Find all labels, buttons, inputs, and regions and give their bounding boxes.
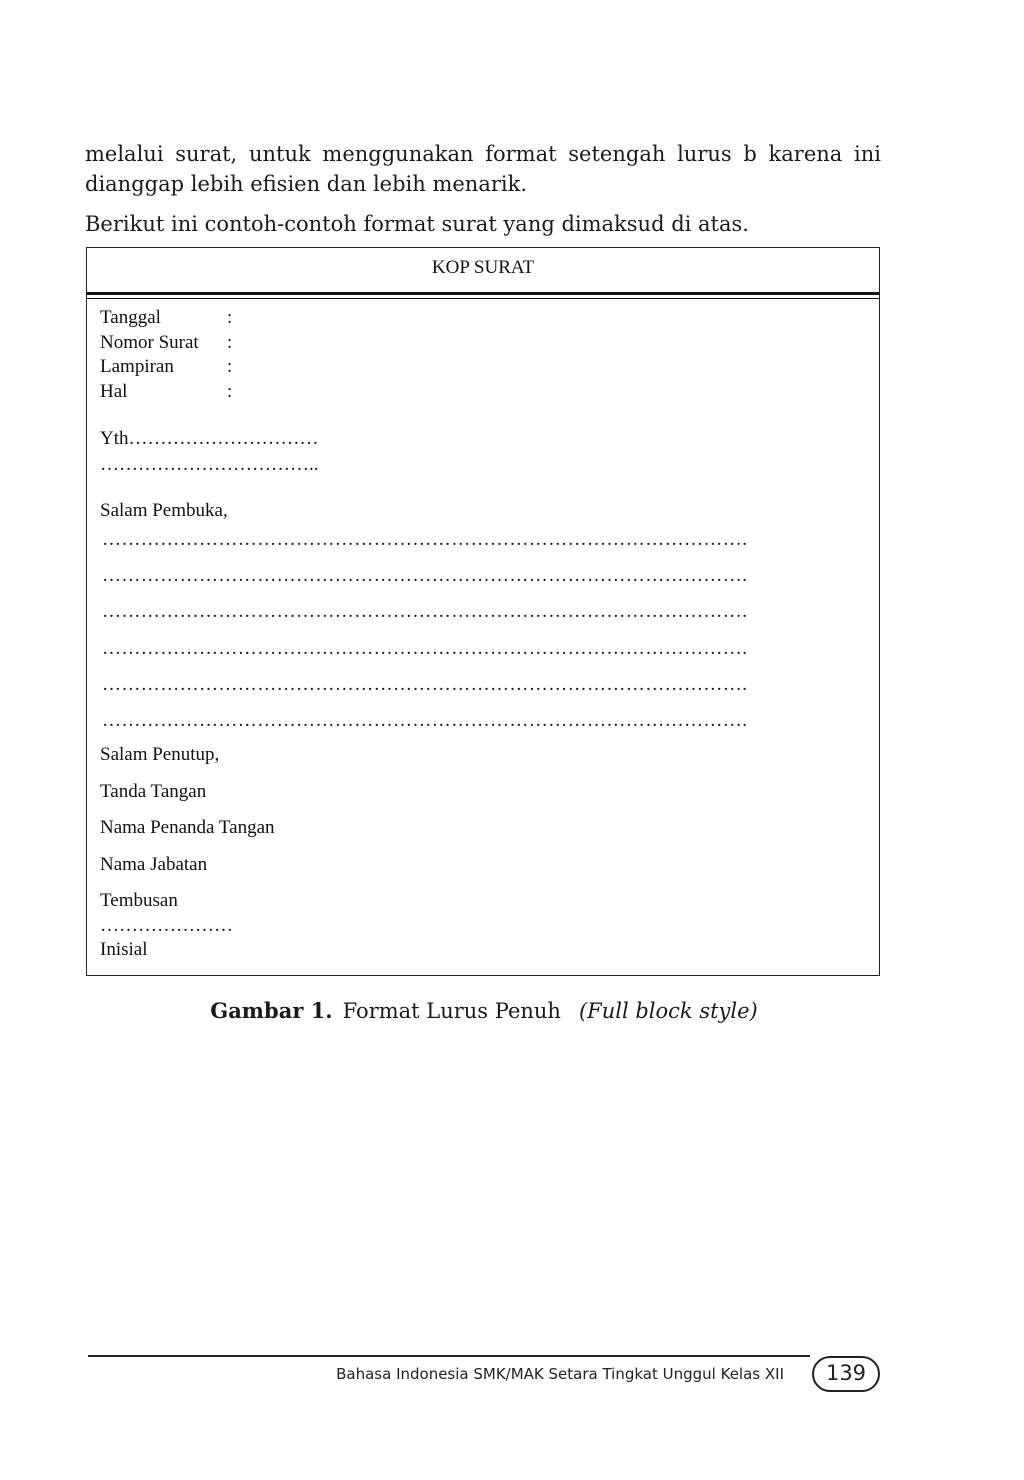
lead-in-paragraph: Berikut ini contoh-contoh format surat yang dimaksud di atas. xyxy=(85,212,749,236)
tembusan-dots: ………………… xyxy=(100,915,233,936)
field-label: Lampiran xyxy=(100,356,174,377)
caption-subtitle: (Full block style) xyxy=(578,999,758,1023)
caption-label: Gambar 1. xyxy=(210,998,333,1023)
field-colon: : xyxy=(227,380,233,402)
field-colon: : xyxy=(227,356,233,377)
recipient-yth: Yth………………………… xyxy=(100,428,319,449)
intro-paragraph xyxy=(85,139,881,199)
tembusan: Tembusan xyxy=(100,890,178,911)
body-line: ………………………………………………………………………………………. xyxy=(102,638,748,659)
field-label: Hal xyxy=(100,380,128,402)
nama-penanda-tangan: Nama Penanda Tangan xyxy=(100,817,275,838)
body-line: ………………………………………………………………………………………. xyxy=(102,529,748,550)
footer-divider xyxy=(88,1355,810,1357)
field-row-lampiran xyxy=(100,355,237,380)
field-row-nomor-surat xyxy=(100,331,237,356)
salam-penutup: Salam Penutup, xyxy=(100,744,220,765)
intro-line-2: dianggap lebih efisien dan lebih menarik. xyxy=(85,172,527,196)
body-line: ………………………………………………………………………………………. xyxy=(102,601,748,622)
letter-format-figure xyxy=(86,247,880,976)
field-colon: : xyxy=(227,307,233,328)
letter-header-fields xyxy=(100,306,237,404)
body-line: ………………………………………………………………………………………. xyxy=(102,710,748,731)
body-line: ………………………………………………………………………………………. xyxy=(102,674,748,695)
caption-title: Format Lurus Penuh xyxy=(342,999,561,1023)
page-number-badge: 139 xyxy=(812,1356,880,1392)
field-label: Tanggal xyxy=(100,307,161,328)
field-label: Nomor Surat xyxy=(100,331,199,353)
salam-pembuka: Salam Pembuka, xyxy=(100,500,228,521)
kop-surat-heading: KOP SURAT xyxy=(431,257,535,278)
intro-line-1: melalui surat, untuk menggunakan format setengah lurus b karena ini xyxy=(85,142,881,166)
footer-book-title: Bahasa Indonesia SMK/MAK Setara Tingkat Unggul Kelas XII xyxy=(336,1365,784,1383)
inisial: Inisial xyxy=(100,939,148,960)
recipient-address-dots: …………………………….. xyxy=(100,454,319,475)
field-row-hal xyxy=(100,380,237,405)
tanda-tangan: Tanda Tangan xyxy=(100,781,207,802)
figure-caption xyxy=(0,996,1024,1026)
kop-divider-thin xyxy=(87,298,879,299)
field-row-tanggal xyxy=(100,306,237,331)
field-colon: : xyxy=(227,331,233,353)
kop-divider-thick xyxy=(87,292,879,295)
nama-jabatan: Nama Jabatan xyxy=(100,854,208,875)
body-line: ………………………………………………………………………………………. xyxy=(102,565,748,586)
